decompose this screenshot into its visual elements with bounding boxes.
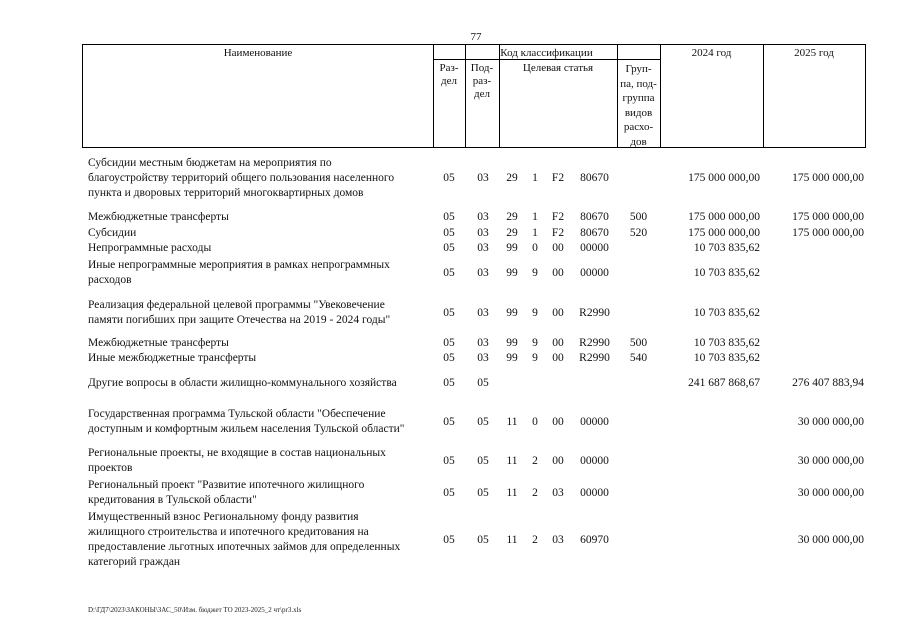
cell-pr: 05 [477,487,489,499]
cell-c2: 2 [532,455,538,467]
cell-rz: 05 [443,242,455,254]
cell-y1: 10 703 835,62 [693,242,760,254]
file-path-footer: D:\ГД7\2023\ЗАКОНЫ\ЗАС_50\Изм. бюджет ТО 2023-2025_2 чт\pr3.xls [88,606,302,614]
cell-c4: 80670 [580,172,609,184]
cell-y2: 276 407 883,94 [792,377,864,389]
cell-y1: 175 000 000,00 [688,172,760,184]
cell-c4: 00000 [580,242,609,254]
cell-c3: 00 [552,337,564,349]
cell-c3: F2 [551,211,565,223]
cell-c1: 29 [506,227,518,239]
row-name: Реализация федеральной целевой программы "Увековечение памяти погибших при защите Отечества на 2019 - 2024 годы" [88,299,391,326]
row-name: Другие вопросы в области жилищно-коммунального хозяйства [88,377,397,389]
header-name: Наименование [223,47,293,59]
cell-pr: 03 [477,227,489,239]
cell-c3: 00 [552,267,564,279]
cell-pr: 05 [477,416,489,428]
cell-c4: 00000 [580,487,609,499]
cell-c1: 99 [506,267,518,279]
row-name: Иные непрограммные мероприятия в рамках непрограммных расходов [88,259,390,286]
table-row [0,376,904,391]
cell-y2: 175 000 000,00 [792,227,864,239]
cell-rz: 05 [443,267,455,279]
table-row [0,298,904,328]
cell-rz: 05 [443,487,455,499]
cell-c1: 99 [506,307,518,319]
header-expense-group: Груп- па, под- группа видов расхо- дов [620,63,657,148]
cell-rz: 05 [443,227,455,239]
cell-c3: 00 [552,307,564,319]
cell-y1: 10 703 835,62 [693,352,760,364]
cell-rz: 05 [443,211,455,223]
table-row [0,156,904,201]
cell-c2: 1 [532,211,538,223]
cell-pr: 03 [477,337,489,349]
cell-c1: 99 [506,337,518,349]
cell-y1: 10 703 835,62 [693,337,760,349]
row-name: Региональные проекты, не входящие в состав национальных проектов [88,447,386,474]
header-code-classification: Код классификации [500,47,593,59]
table-header [82,44,866,148]
cell-vr: 540 [629,352,648,364]
cell-vr: 520 [629,227,648,239]
cell-c4: 00000 [580,267,609,279]
cell-pr: 03 [477,307,489,319]
cell-y1: 241 687 868,67 [688,377,760,389]
cell-y1: 10 703 835,62 [693,267,760,279]
cell-c2: 1 [532,172,538,184]
table-row [0,510,904,570]
table-row [0,210,904,225]
cell-c3: 00 [552,352,564,364]
cell-c3: 03 [552,534,564,546]
table-row [0,446,904,476]
cell-pr: 05 [477,534,489,546]
cell-y2: 30 000 000,00 [797,455,864,467]
cell-y2: 30 000 000,00 [797,416,864,428]
cell-rz: 05 [443,337,455,349]
cell-y2: 175 000 000,00 [792,172,864,184]
cell-pr: 03 [477,242,489,254]
cell-pr: 03 [477,172,489,184]
cell-c2: 9 [532,352,538,364]
cell-c1: 11 [506,534,518,546]
cell-c2: 0 [532,242,538,254]
row-name: Имущественный взнос Региональному фонду развития жилищного строительства и ипотечного кредитования на предоставление льготных ипотечных займов для определенных категорий граждан [88,511,401,568]
header-section: Раз- дел [439,62,459,87]
cell-c3: 03 [552,487,564,499]
cell-pr: 03 [477,352,489,364]
page-number: 77 [470,31,482,43]
cell-rz: 05 [443,377,455,389]
cell-pr: 03 [477,211,489,223]
row-name: Государственная программа Тульской области "Обеспечение доступным и комфортным жильем населения Тульской области" [88,408,405,435]
cell-rz: 05 [443,534,455,546]
row-name: Межбюджетные трансферты [88,337,229,349]
table-row [0,407,904,437]
cell-c4: 80670 [580,211,609,223]
cell-rz: 05 [443,455,455,467]
cell-c2: 2 [532,534,538,546]
cell-c2: 9 [532,267,538,279]
header-target-article: Целевая статья [522,62,594,74]
row-name: Субсидии местным бюджетам на мероприятия по благоустройству территорий общего пользования населенного пункта и дворовых территорий многоквартирных домов [88,157,395,199]
cell-c4: R2990 [579,307,610,319]
row-name: Межбюджетные трансферты [88,211,229,223]
table-row [0,258,904,288]
cell-rz: 05 [443,416,455,428]
cell-c3: 00 [552,242,564,254]
cell-c2: 9 [532,337,538,349]
cell-c3: 00 [552,416,564,428]
header-year-2024: 2024 год [691,47,732,59]
cell-y2: 30 000 000,00 [797,487,864,499]
table-row [0,226,904,241]
cell-c1: 29 [506,172,518,184]
cell-rz: 05 [443,172,455,184]
cell-pr: 05 [477,377,489,389]
cell-c4: 00000 [580,416,609,428]
table-row [0,351,904,366]
table-row [0,478,904,508]
cell-c4: R2990 [579,352,610,364]
row-name: Региональный проект "Развитие ипотечного жилищного кредитования в Тульской области" [88,479,365,506]
cell-c3: F2 [551,227,565,239]
cell-c2: 1 [532,227,538,239]
cell-y2: 30 000 000,00 [797,534,864,546]
cell-vr: 500 [629,211,648,223]
cell-y1: 175 000 000,00 [688,211,760,223]
cell-c1: 99 [506,352,518,364]
cell-c1: 99 [506,242,518,254]
cell-c1: 11 [506,416,518,428]
cell-y1: 10 703 835,62 [693,307,760,319]
header-subsection: Под- раз- дел [470,62,494,100]
row-name: Иные межбюджетные трансферты [88,352,257,364]
table-row [0,336,904,351]
row-name: Субсидии [88,227,137,239]
cell-y1: 175 000 000,00 [688,227,760,239]
cell-rz: 05 [443,352,455,364]
table-row [0,241,904,256]
cell-rz: 05 [443,307,455,319]
cell-y2: 175 000 000,00 [792,211,864,223]
cell-c1: 29 [506,211,518,223]
cell-c1: 11 [506,455,518,467]
cell-c4: R2990 [579,337,610,349]
cell-c2: 9 [532,307,538,319]
cell-pr: 05 [477,455,489,467]
cell-c3: F2 [551,172,565,184]
cell-c4: 00000 [580,455,609,467]
cell-vr: 500 [629,337,648,349]
cell-pr: 03 [477,267,489,279]
header-year-2025: 2025 год [794,47,834,59]
cell-c4: 60970 [580,534,609,546]
cell-c1: 11 [506,487,518,499]
cell-c3: 00 [552,455,564,467]
row-name: Непрограммные расходы [88,242,212,254]
cell-c2: 0 [532,416,538,428]
cell-c2: 2 [532,487,538,499]
cell-c4: 80670 [580,227,609,239]
